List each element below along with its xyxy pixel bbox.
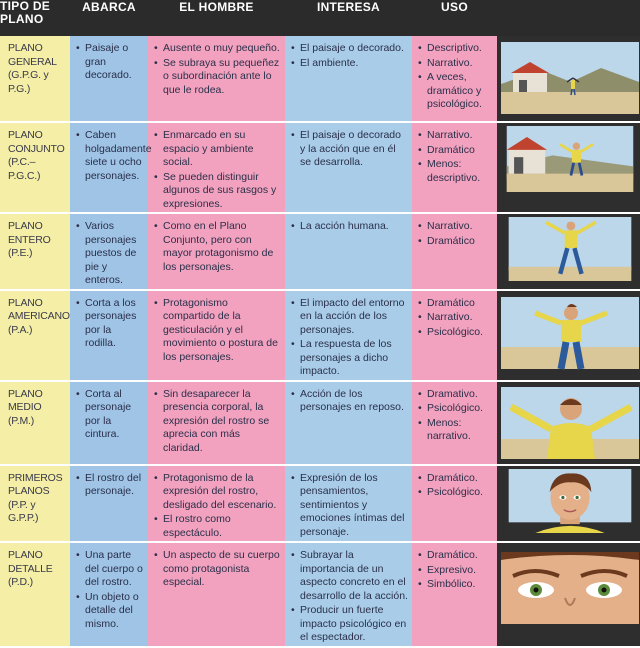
cell-uso-list <box>418 42 493 112</box>
cell-el-hombre <box>148 465 285 543</box>
cell-abarca-list <box>76 472 144 499</box>
table-row <box>0 36 640 122</box>
list-item: • Se pueden distinguir algunos de sus rasgos y expresiones. <box>154 171 281 212</box>
full-group-shot-figure <box>501 126 639 192</box>
cell-abarca-content <box>70 36 148 83</box>
cell-interesa-list <box>291 129 408 170</box>
cell-abarca-list <box>76 42 144 83</box>
cell-interesa-content <box>285 36 412 70</box>
list-item: • El paisaje o decorado y la acción que en él se desarrolla. <box>291 129 408 170</box>
cell-el-hombre-content <box>148 36 285 97</box>
list-item: • Una parte del cuerpo o del rostro. <box>76 549 144 590</box>
cell-el-hombre-content <box>148 382 285 456</box>
cell-el-hombre <box>148 213 285 290</box>
cell-uso <box>412 542 497 647</box>
cell-tipo-plano <box>0 36 70 122</box>
list-item: • El rostro del personaje. <box>76 472 144 499</box>
list-item: • Simbólico. <box>418 578 493 592</box>
cell-interesa <box>285 381 412 465</box>
plano-name: PLANO ENTERO (P.E.) <box>8 220 51 259</box>
plano-name: PLANO GENERAL (G.P.G. y P.G.) <box>8 42 57 95</box>
list-item: • Dramático <box>418 144 493 158</box>
cell-interesa-content <box>285 543 412 645</box>
cell-interesa-list <box>291 549 408 645</box>
cell-uso <box>412 290 497 381</box>
cell-uso-content <box>412 543 497 592</box>
cell-tipo-plano <box>0 290 70 381</box>
cell-el-hombre-content <box>148 123 285 211</box>
table-row <box>0 381 640 465</box>
cell-uso <box>412 381 497 465</box>
list-item: • El ambiente. <box>291 57 408 71</box>
table-row <box>0 290 640 381</box>
cell-abarca <box>70 36 148 122</box>
cell-illustration <box>497 122 640 213</box>
cell-el-hombre-content <box>148 466 285 541</box>
header-el-hombre: EL HOMBRE <box>148 0 285 36</box>
table-row <box>0 122 640 213</box>
list-item: • Dramático. <box>418 472 493 486</box>
cell-uso-content <box>412 291 497 340</box>
list-item: • Se subraya su pequeñez o subordinación ante lo que le rodea. <box>154 57 281 98</box>
cell-uso-content <box>412 466 497 500</box>
list-item: • Psicológico. <box>418 326 493 340</box>
cell-el-hombre-list <box>154 220 281 274</box>
list-item: • Varios personajes puestos de pie y enteros. <box>76 220 144 288</box>
cell-uso-list <box>418 220 493 248</box>
full-body-shot-figure <box>501 217 639 281</box>
cell-abarca-content <box>70 466 148 499</box>
cell-uso-content <box>412 382 497 444</box>
list-item: • A veces, dramático y psicológico. <box>418 71 493 112</box>
cell-abarca <box>70 381 148 465</box>
cell-uso <box>412 213 497 290</box>
cell-el-hombre-list <box>154 129 281 211</box>
list-item: • La respuesta de los personajes a dicho impacto. <box>291 338 408 379</box>
cell-abarca-content <box>70 291 148 351</box>
cell-illustration <box>497 542 640 647</box>
cell-interesa-list <box>291 388 408 415</box>
header-row <box>0 0 640 36</box>
cell-interesa-list <box>291 472 408 540</box>
cell-uso-list <box>418 472 493 500</box>
cell-interesa <box>285 542 412 647</box>
cell-uso-content <box>412 214 497 248</box>
list-item: • Narrativo. <box>418 311 493 325</box>
plano-name: PRIMEROS PLANOS (P.P. y G.P.P.) <box>8 471 63 524</box>
list-item: • El rostro como espectáculo. <box>154 513 281 540</box>
cell-interesa-content <box>285 123 412 170</box>
cell-interesa-list <box>291 42 408 70</box>
cell-tipo-plano <box>0 213 70 290</box>
list-item: • Psicológico. <box>418 402 493 416</box>
cell-interesa-content <box>285 214 412 234</box>
list-item: • Narrativo. <box>418 220 493 234</box>
list-item: • Como en el Plano Conjunto, pero con mayor protagonismo de los personajes. <box>154 220 281 274</box>
cell-el-hombre-content <box>148 291 285 365</box>
cell-el-hombre <box>148 381 285 465</box>
plano-name: PLANO MEDIO (P.M.) <box>8 387 43 427</box>
cell-abarca <box>70 290 148 381</box>
table-row <box>0 542 640 647</box>
list-item: • Ausente o muy pequeño. <box>154 42 281 56</box>
list-item: • Caben holgadamente siete u ocho personajes. <box>76 129 144 183</box>
list-item: • Narrativo. <box>418 57 493 71</box>
cell-interesa <box>285 290 412 381</box>
list-item: • Dramático <box>418 235 493 249</box>
cell-illustration <box>497 213 640 290</box>
list-item: • Narrativo. <box>418 129 493 143</box>
cell-abarca-list <box>76 549 144 631</box>
cell-el-hombre <box>148 36 285 122</box>
cell-tipo-plano <box>0 542 70 647</box>
cell-interesa <box>285 465 412 543</box>
cell-interesa-content <box>285 466 412 540</box>
list-item: • Protagonismo de la expresión del rostro, desligado del escenario. <box>154 472 281 513</box>
cell-abarca <box>70 465 148 543</box>
cell-uso-list <box>418 297 493 340</box>
cell-el-hombre-list <box>154 472 281 541</box>
list-item: • Corta a los personajes por la rodilla. <box>76 297 144 351</box>
header-illustration <box>497 0 640 36</box>
cell-el-hombre <box>148 122 285 213</box>
cell-interesa-list <box>291 220 408 234</box>
list-item: • Menos: descriptivo. <box>418 158 493 185</box>
list-item: • Menos: narrativo. <box>418 417 493 444</box>
list-item: • Dramativo. <box>418 388 493 402</box>
list-item: • Subrayar la importancia de un aspecto concreto en el desarrollo de la acción. <box>291 549 408 603</box>
header-interesa: INTERESA <box>285 0 412 36</box>
cell-interesa <box>285 213 412 290</box>
list-item: • Producir un fuerte impacto psicológico en el espectador. <box>291 604 408 645</box>
cell-uso <box>412 465 497 543</box>
american-shot-figure <box>501 294 639 372</box>
cell-interesa-list <box>291 297 408 379</box>
cell-el-hombre-list <box>154 388 281 456</box>
list-item: • Un objeto o detalle del mismo. <box>76 591 144 632</box>
cell-illustration <box>497 36 640 122</box>
cell-uso <box>412 36 497 122</box>
list-item: • Dramático <box>418 297 493 311</box>
cell-tipo-plano <box>0 381 70 465</box>
cell-el-hombre <box>148 542 285 647</box>
cell-abarca-list <box>76 129 152 183</box>
list-item: • Enmarcado en su espacio y ambiente social. <box>154 129 281 170</box>
table-row <box>0 213 640 290</box>
plano-name: PLANO DETALLE (P.D.) <box>8 549 53 588</box>
list-item: • Un aspecto de su cuerpo como protagonista especial. <box>154 549 281 590</box>
cell-abarca-list <box>76 297 144 351</box>
table-row <box>0 465 640 543</box>
list-item: • Paisaje o gran decorado. <box>76 42 144 83</box>
cell-el-hombre-list <box>154 549 281 590</box>
cell-interesa-content <box>285 382 412 415</box>
cell-el-hombre-list <box>154 297 281 365</box>
list-item: • Protagonismo compartido de la gesticulación y el movimiento o postura de los personajes. <box>154 297 281 365</box>
list-item: • El paisaje o decorado. <box>291 42 408 56</box>
cell-el-hombre <box>148 290 285 381</box>
cell-el-hombre-list <box>154 42 281 97</box>
cell-uso <box>412 122 497 213</box>
header-uso: USO <box>412 0 497 36</box>
cell-abarca-list <box>76 220 144 288</box>
medium-shot-figure <box>501 385 639 461</box>
list-item: • La acción humana. <box>291 220 408 234</box>
cell-el-hombre-content <box>148 214 285 274</box>
list-item: • Acción de los personajes en reposo. <box>291 388 408 415</box>
cell-abarca-content <box>70 382 148 442</box>
cell-interesa <box>285 36 412 122</box>
list-item: • El impacto del entorno en la acción de los personajes. <box>291 297 408 338</box>
detail-eyes <box>501 546 639 630</box>
cell-abarca <box>70 122 152 213</box>
cell-uso-content <box>412 36 497 112</box>
header-abarca: ABARCA <box>70 0 148 36</box>
cell-interesa <box>285 122 412 213</box>
cell-el-hombre-content <box>148 543 285 590</box>
cell-abarca-list <box>76 388 144 442</box>
list-item: • Dramático. <box>418 549 493 563</box>
cell-abarca <box>70 213 148 290</box>
cell-abarca-content <box>70 543 148 631</box>
list-item: • Corta al personaje por la cintura. <box>76 388 144 442</box>
list-item: • Sin desaparecer la presencia corporal, la expresión del rostro se aprecia con más claridad. <box>154 388 281 456</box>
cell-abarca <box>70 542 148 647</box>
cell-abarca-content <box>70 123 152 183</box>
list-item: • Expresión de los pensamientos, sentimientos y emociones íntimas del personaje. <box>291 472 408 540</box>
header-tipo-plano: TIPO DE PLANO <box>0 0 70 36</box>
general-shot-figure <box>501 39 639 117</box>
list-item: • Descriptivo. <box>418 42 493 56</box>
cell-illustration <box>497 465 640 543</box>
cell-tipo-plano <box>0 122 70 213</box>
cell-tipo-plano <box>0 465 70 543</box>
cell-abarca-content <box>70 214 148 288</box>
plano-name: PLANO CONJUNTO (P.C.–P.G.C.) <box>8 129 65 182</box>
cell-interesa-content <box>285 291 412 379</box>
cell-uso-list <box>418 549 493 592</box>
cell-uso-list <box>418 388 493 444</box>
list-item: • Psicológico. <box>418 486 493 500</box>
cell-illustration <box>497 381 640 465</box>
plano-name: PLANO AMERICANO (P.A.) <box>8 296 70 336</box>
list-item: • Expresivo. <box>418 564 493 578</box>
cell-uso-list <box>418 129 493 185</box>
close-up-face <box>501 469 639 533</box>
cell-uso-content <box>412 123 497 185</box>
cell-illustration <box>497 290 640 381</box>
